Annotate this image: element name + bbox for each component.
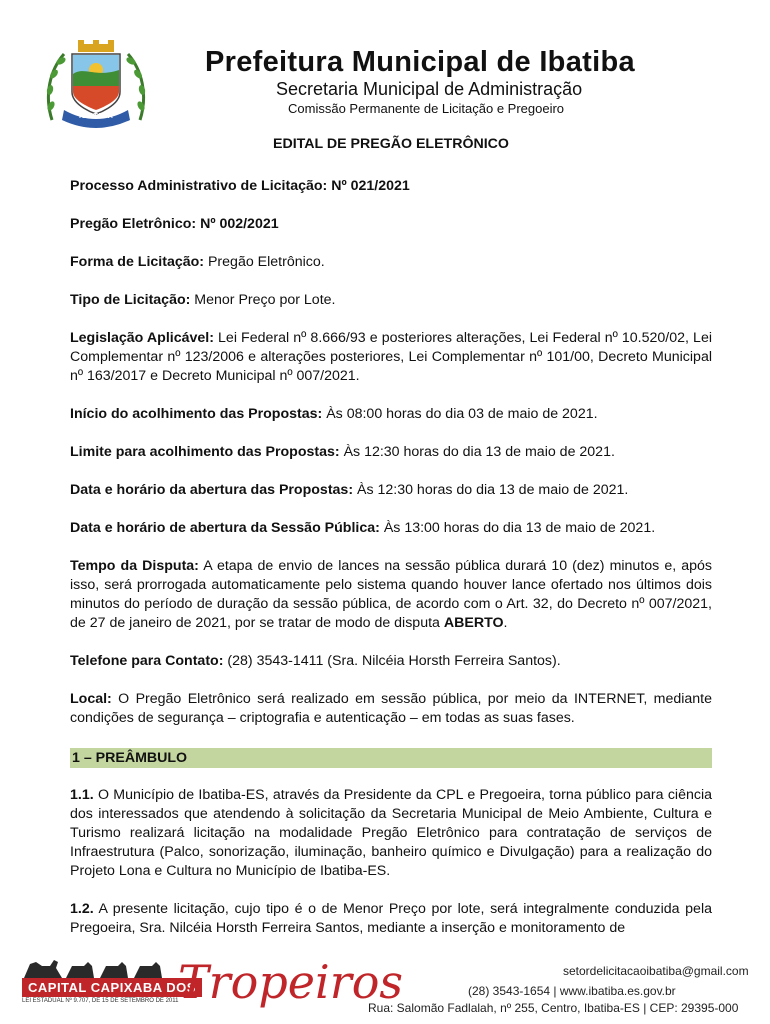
document-body bbox=[70, 133, 712, 957]
tipo-label: Tipo de Licitação: bbox=[70, 292, 191, 308]
inicio-label: Início do acolhimento das Propostas: bbox=[70, 406, 323, 422]
abertura-label: Data e horário da abertura das Propostas: bbox=[70, 482, 354, 498]
header-commission: Comissão Permanente de Licitação e Pregoeiro bbox=[288, 101, 565, 116]
legislacao-label: Legislação Aplicável: bbox=[70, 330, 214, 346]
tempo-label: Tempo da Disputa: bbox=[70, 558, 199, 574]
paragraph-1-1-text: O Município de Ibatiba-ES, através da Presidente da CPL e Pregoeira, torna público para ciência dos interessados que atendendo à solicitação da Secretaria Municipal de Meio Ambiente, Cultura e Turismo realizará licitação na modalidade Pregão Eletrônico para contratação de serviços de Infraestrutura (Palco, sonorização, iluminação, banheiro químico e Divulgação) para a realização do Projeto Lona e Cultura no Município de Ibatiba-ES. bbox=[70, 787, 712, 879]
tempo-value: A etapa de envio de lances na sessão pública durará 10 (dez) minutos e, após isso, será prorrogada automaticamente pelo sistema quando houver lance ofertado nos últimos dois minutos do período de duração da sessão pública, de acordo com o Art. 32, do Decreto nº 007/2021, de 27 de janeiro de 2021, por se tratar de modo de disputa bbox=[70, 558, 712, 631]
limite-value: Às 12:30 horas do dia 13 de maio de 2021. bbox=[339, 444, 615, 460]
legislacao-aplicavel bbox=[70, 329, 712, 386]
footer-phone-site: (28) 3543-1654 | www.ibatiba.es.gov.br bbox=[468, 984, 676, 998]
letterhead bbox=[0, 0, 770, 130]
section-heading-preambulo: 1 – PREÂMBULO bbox=[70, 748, 712, 768]
pregao-number: Pregão Eletrônico: Nº 002/2021 bbox=[70, 216, 279, 232]
law-reference: LEI ESTADUAL Nº 9.707, DE 15 DE SETEMBRO DE 2011 bbox=[22, 998, 179, 1004]
paragraph-1-2 bbox=[70, 900, 712, 938]
telefone-contato bbox=[70, 652, 712, 671]
abertura-propostas bbox=[70, 481, 712, 500]
forma-licitacao bbox=[70, 253, 712, 272]
process-number: Processo Administrativo de Licitação: Nº 021/2021 bbox=[70, 178, 410, 194]
legislacao-value: Lei Federal nº 8.666/93 e posteriores alterações, Lei Federal nº 10.520/02, Lei Complementar nº 123/2006 e alterações posteriores, Lei Complementar nº 101/00, Decreto Municipal nº 163/2017 e Decreto Municipal nº 007/2021. bbox=[70, 330, 712, 384]
capital-capixaba-label: CAPITAL CAPIXABA DOS bbox=[22, 978, 202, 997]
forma-label: Forma de Licitação: bbox=[70, 254, 205, 270]
sessao-publica bbox=[70, 519, 712, 538]
sessao-value: Às 13:00 horas do dia 13 de maio de 2021. bbox=[379, 520, 656, 536]
sessao-label: Data e horário de abertura da Sessão Pública: bbox=[70, 520, 380, 536]
inicio-value: Às 08:00 horas do dia 03 de maio de 2021. bbox=[322, 406, 598, 422]
paragraph-1-1 bbox=[70, 786, 712, 881]
local-value: O Pregão Eletrônico será realizado em sessão pública, por meio da INTERNET, mediante condições de segurança – criptografia e autenticação – em todas as suas fases. bbox=[70, 691, 712, 726]
footer-email: setordelicitacaoibatiba@gmail.com bbox=[563, 964, 749, 978]
paragraph-1-2-number: 1.2. bbox=[70, 901, 94, 917]
footer-address: Rua: Salomão Fadlalah, nº 255, Centro, Ibatiba-ES | CEP: 29395-000 bbox=[368, 1001, 739, 1015]
document-title: EDITAL DE PREGÃO ELETRÔNICO bbox=[273, 136, 509, 152]
abertura-value: Às 12:30 horas do dia 13 de maio de 2021. bbox=[353, 482, 629, 498]
header-subtitle: Secretaria Municipal de Administração bbox=[276, 79, 583, 99]
forma-value: Pregão Eletrônico. bbox=[204, 254, 325, 270]
limite-label: Limite para acolhimento das Propostas: bbox=[70, 444, 340, 460]
tempo-disputa bbox=[70, 557, 712, 633]
paragraph-1-2-text: A presente licitação, cujo tipo é o de Menor Preço por lote, será integralmente conduzida pela Pregoeira, Sra. Nilcéia Horsth Ferreira Santos, mediante a inserção e monitoramento de bbox=[70, 901, 712, 936]
telefone-label: Telefone para Contato: bbox=[70, 653, 224, 669]
telefone-value: (28) 3543-1411 (Sra. Nilcéia Horsth Ferreira Santos). bbox=[223, 653, 561, 669]
limite-acolhimento bbox=[70, 443, 712, 462]
tropeiros-logo-text: Tropeiros bbox=[178, 955, 404, 1009]
tipo-licitacao bbox=[70, 291, 712, 310]
inicio-acolhimento bbox=[70, 405, 712, 424]
tempo-aberto: ABERTO bbox=[443, 615, 504, 631]
local-label: Local: bbox=[70, 691, 112, 707]
tipo-value: Menor Preço por Lote. bbox=[190, 292, 336, 308]
tempo-end: . bbox=[503, 615, 508, 631]
paragraph-1-1-number: 1.1. bbox=[70, 787, 94, 803]
crest-banner-text: IBATIBA bbox=[79, 113, 114, 120]
local bbox=[70, 690, 712, 728]
horseman-silhouette-icon bbox=[22, 954, 172, 980]
header-title: Prefeitura Municipal de Ibatiba bbox=[205, 46, 635, 78]
